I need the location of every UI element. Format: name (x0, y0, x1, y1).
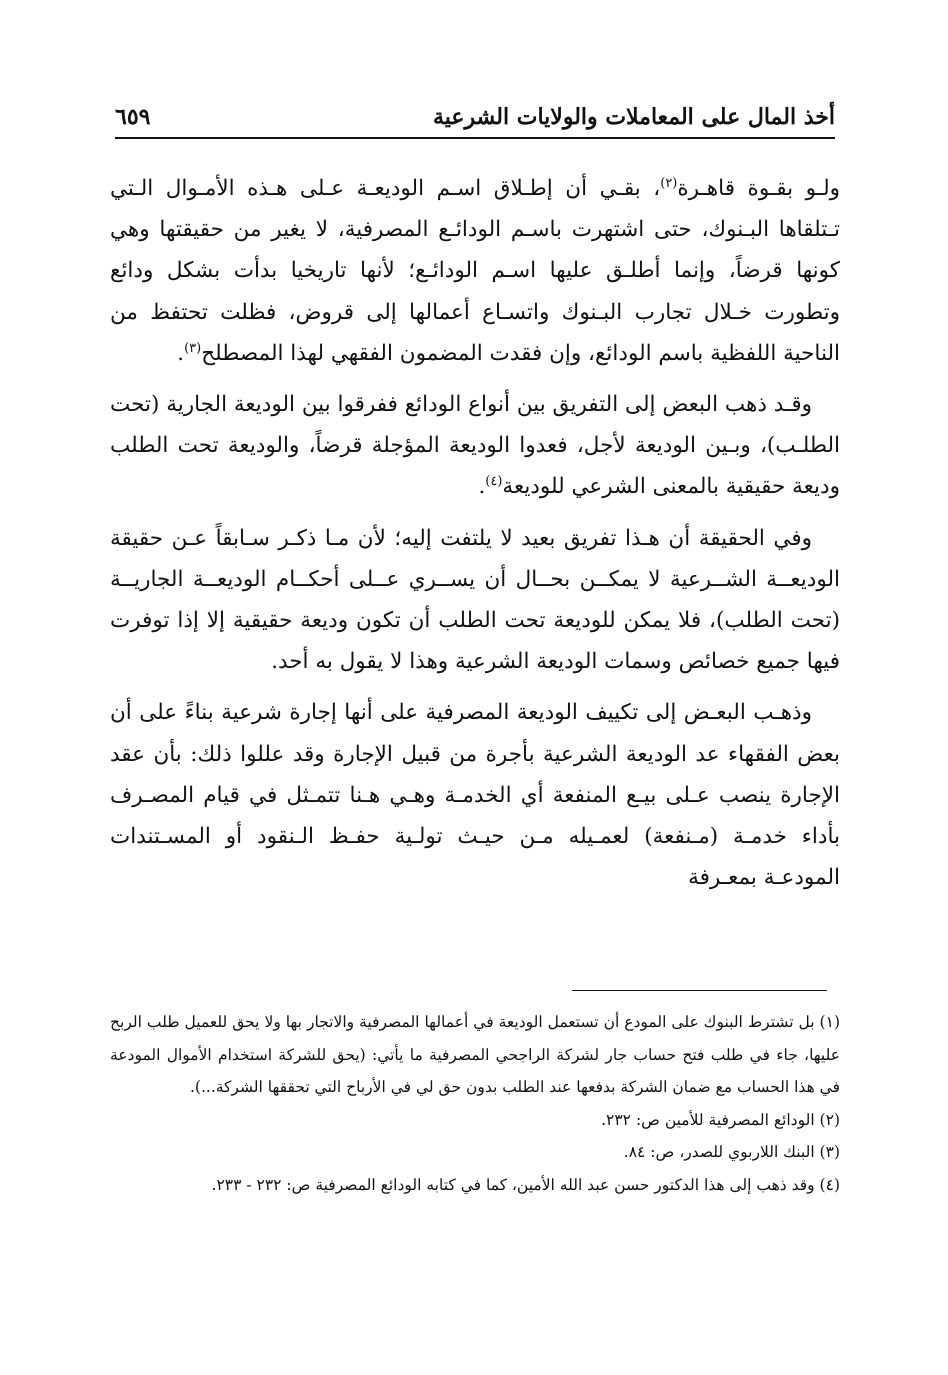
paragraph-3: وفي الحقيقة أن هـذا تفريق بعيد لا يلتفت إليه؛ لأن مـا ذكـر سـابقاً عـن حقيقة الوديعــة الشــرعية لا يمكــن بحــال أن يســري عــلى أحكــام الوديعــة الجاريــة (تحت الطلب)، فلا يمكن للوديعة تحت الطلب أن تكون وديعة حقيقية إلا إذا توفرت فيها جميع خصائص وسمات الوديعة الشرعية وهذا لا يقول به أحد. (110, 525, 840, 675)
paragraph-2-text: وقـد ذهب البعض إلى التفريق بين أنواع الودائع ففرقوا بين الوديعة الجارية (تحت الطلـب)، وبـين الوديعة لأجل، فعدوا الوديعة المؤجلة قرضاً، والوديعة تحت الطلب وديعة حقيقية بالمعنى الشرعي للوديعة (110, 392, 840, 500)
paragraph-4: وذهـب البعـض إلى تكييف الوديعة المصرفية على أنها إجارة شرعية بناءً على أن بعض الفقهاء عد الوديعة الشرعية بأجرة من قبيل الإجارة وقد عللوا ذلك: بأن عقد الإجارة ينصب عـلى بيـع المنفعة أي الخدمـة وهـي هـنا تتمـثل في قيام المصـرف بأداء خدمـة (مـنفعة) لعمـيله مـن حيـث تولـية حفـظ الـنقود أو المسـتندات المودعـة بمعـرفة (110, 700, 840, 891)
main-text (110, 168, 840, 908)
running-header (115, 92, 835, 132)
footnote-ref-3[interactable]: (٣) (184, 340, 202, 356)
paragraph-1-text-cont: ، بقـي أن إطـلاق اسـم الوديعـة عـلى هـذه الأمـوال الـتي تـتلقاها البـنوك، حتى اشتهرت باسـم الودائـع المصرفية، لا يغير من حقيقتها وهي كونها قرضاً، وإنما أطلـق عليها اسـم الودائـع؛ لأنها تاريخيا بدأت بشكل ودائع وتطورت خـلال تجارب البـنوك واتسـاع أعمالها إلى قروض، فظلت تحتفظ من الناحية اللفظية باسم الودائع، وإن فقدت المضمون الفقهي لهذا المصطلح (110, 176, 840, 366)
paragraph-1 (110, 168, 840, 374)
footnote-divider (572, 990, 827, 991)
page-number: ٦٥٩ (115, 104, 151, 130)
paragraph-1-text: ولـو بقـوة قاهـرة (677, 176, 840, 201)
footnote-ref-2[interactable]: (٢) (660, 175, 678, 191)
header-divider (115, 137, 835, 139)
paragraph-2 (110, 384, 840, 508)
footnote-3: (٣) البنك اللاربوي للصدر، ص: ٨٤. (623, 1143, 840, 1161)
header-title: أخذ المال على المعاملات والولايات الشرعية (432, 104, 835, 130)
footnotes (110, 1006, 840, 1201)
paragraph-2-end: . (478, 474, 486, 500)
footnote-ref-4[interactable]: (٤) (485, 474, 503, 490)
footnote-2: (٢) الودائع المصرفية للأمين ص: ٢٣٢. (601, 1110, 840, 1129)
paragraph-1-end: . (177, 340, 185, 366)
footnote-1: (١) بل تشترط البنوك على المودع أن تستعمل الوديعة في أعمالها المصرفية والاتجار بها ولا يحق للعميل طلب الربح عليها، جاء في طلب فتح حساب جار لشركة الراجحي المصرفية ما يأتي: (يحق للشركة استخدام الأموال المودعة في هذا الحساب مع ضمان الشركة بدفعها عند الطلب بدون حق لي في الأرباح التي تحققها الشركة...). (110, 1013, 840, 1096)
footnote-4: (٤) وقد ذهب إلى هذا الدكتور حسن عبد الله الأمين، كما في كتابه الودائع المصرفية ص: ٢٣٢ - ٢٣٣. (211, 1175, 840, 1194)
